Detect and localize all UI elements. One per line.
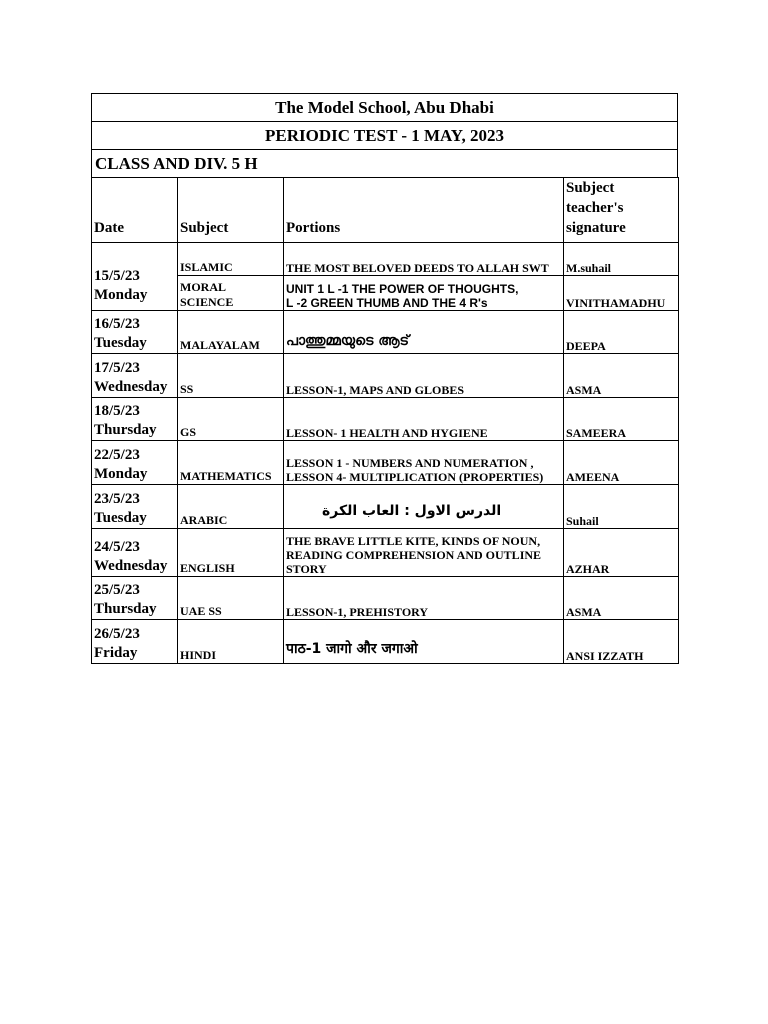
subject-cell: MALAYALAM <box>178 311 284 354</box>
column-header-subject: Subject <box>178 178 284 243</box>
date-cell: 18/5/23 Thursday <box>92 398 178 441</box>
portion-cell: പാത്തുമ്മയുടെ ആട് <box>284 311 564 354</box>
school-name: The Model School, Abu Dhabi <box>91 93 678 121</box>
portion-cell: UNIT 1 L -1 THE POWER OF THOUGHTS, L -2 GREEN THUMB AND THE 4 R's <box>284 276 564 311</box>
teacher-cell: VINITHAMADHU <box>564 276 679 311</box>
portion-cell: LESSON- 1 HEALTH AND HYGIENE <box>284 398 564 441</box>
date-cell: 22/5/23 Monday <box>92 441 178 485</box>
table-row <box>92 243 679 276</box>
subject-cell: ARABIC <box>178 485 284 529</box>
teacher-cell: AMEENA <box>564 441 679 485</box>
exam-schedule-table <box>91 177 679 664</box>
portion-cell: الدرس الاول : العاب الكرة <box>284 485 564 529</box>
subject-cell: MATHEMATICS <box>178 441 284 485</box>
column-header-signature: Subject teacher's signature <box>564 178 679 243</box>
teacher-cell: DEEPA <box>564 311 679 354</box>
subject-cell: GS <box>178 398 284 441</box>
subject-cell: ISLAMIC <box>178 243 284 276</box>
subject-cell: MORAL SCIENCE <box>178 276 284 311</box>
subject-cell: UAE SS <box>178 577 284 620</box>
date-cell: 17/5/23 Wednesday <box>92 354 178 398</box>
table-row <box>92 441 679 485</box>
portion-cell: LESSON-1, PREHISTORY <box>284 577 564 620</box>
subject-cell: HINDI <box>178 620 284 664</box>
portion-cell: THE MOST BELOVED DEEDS TO ALLAH SWT <box>284 243 564 276</box>
table-row <box>92 354 679 398</box>
table-row <box>92 276 679 311</box>
table-row <box>92 529 679 577</box>
date-cell: 26/5/23 Friday <box>92 620 178 664</box>
teacher-cell: M.suhail <box>564 243 679 276</box>
teacher-cell: Suhail <box>564 485 679 529</box>
subject-cell: ENGLISH <box>178 529 284 577</box>
table-row <box>92 620 679 664</box>
teacher-cell: ASMA <box>564 577 679 620</box>
date-cell: 25/5/23 Thursday <box>92 577 178 620</box>
date-cell: 23/5/23 Tuesday <box>92 485 178 529</box>
portion-cell: LESSON-1, MAPS AND GLOBES <box>284 354 564 398</box>
table-row <box>92 485 679 529</box>
table-row <box>92 311 679 354</box>
column-header-portions: Portions <box>284 178 564 243</box>
timetable-document <box>91 93 678 664</box>
portion-cell: THE BRAVE LITTLE KITE, KINDS OF NOUN, READING COMPREHENSION AND OUTLINE STORY <box>284 529 564 577</box>
teacher-cell: ASMA <box>564 354 679 398</box>
class-division: CLASS AND DIV. 5 H <box>91 149 678 177</box>
table-row <box>92 577 679 620</box>
teacher-cell: ANSI IZZATH <box>564 620 679 664</box>
date-cell: 15/5/23 Monday <box>92 243 178 311</box>
table-row <box>92 398 679 441</box>
teacher-cell: SAMEERA <box>564 398 679 441</box>
subject-cell: SS <box>178 354 284 398</box>
portion-cell: LESSON 1 - NUMBERS AND NUMERATION , LESSON 4- MULTIPLICATION (PROPERTIES) <box>284 441 564 485</box>
date-cell: 16/5/23 Tuesday <box>92 311 178 354</box>
teacher-cell: AZHAR <box>564 529 679 577</box>
column-header-date: Date <box>92 178 178 243</box>
test-title: PERIODIC TEST - 1 MAY, 2023 <box>91 121 678 149</box>
portion-cell: पाठ-1 जागो और जगाओ <box>284 620 564 664</box>
date-cell: 24/5/23 Wednesday <box>92 529 178 577</box>
table-header-row <box>92 178 679 243</box>
